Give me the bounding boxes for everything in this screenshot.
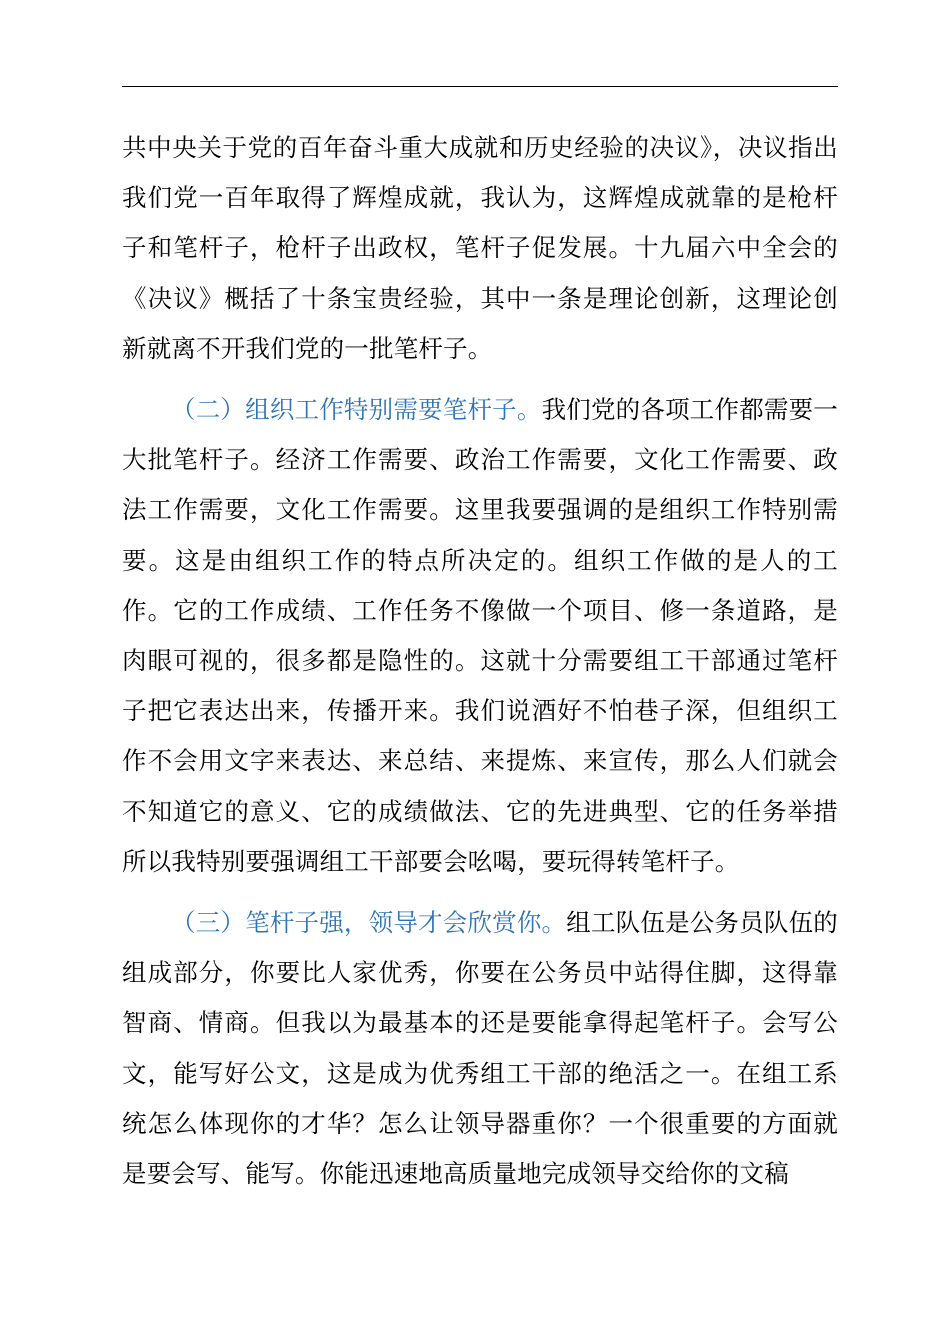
paragraph-1 xyxy=(122,123,838,374)
header-rule xyxy=(122,86,838,87)
document-body xyxy=(122,123,838,1199)
paragraph-2-text: 我们党的各项工作都需要一大批笔杆子。经济工作需要、政治工作需要，文化工作需要、政法工作需要，文化工作需要。这里我要强调的是组织工作特别需要。这是由组织工作的特点所决定的。组织工作做的是人的工作。它的工作成绩、工作任务不像做一个项目、修一条道路，是肉眼可视的，很多都是隐性的。这就十分需要组工干部通过笔杆子把它表达出来，传播开来。我们说酒好不怕巷子深，但组织工作不会用文字来表达、来总结、来提炼、来宣传，那么人们就会不知道它的意义、它的成绩做法、它的先进典型、它的任务举措所以我特别要强调组工干部要会吆喝，要玩得转笔杆子。 xyxy=(122,395,839,876)
paragraph-3-text: 组工队伍是公务员队伍的组成部分，你要比人家优秀，你要在公务员中站得住脚，这得靠智商、情商。但我以为最基本的还是要能拿得起笔杆子。会写公文，能写好公文，这是成为优秀组工干部的绝活之一。在组工系统怎么体现你的才华？怎么让领导器重你？一个很重要的方面就是要会写、能写。你能迅速地高质量地完成领导交给你的文稿 xyxy=(122,908,839,1189)
paragraph-3 xyxy=(122,898,838,1199)
paragraph-1-text: 共中央关于党的百年奋斗重大成就和历史经验的决议》，决议指出我们党一百年取得了辉煌成就，我认为，这辉煌成就靠的是枪杆子和笔杆子，枪杆子出政权，笔杆子促发展。十九届六中全会的《决议》概括了十条宝贵经验，其中一条是理论创新，这理论创新就离不开我们党的一批笔杆子。 xyxy=(122,133,838,363)
section-heading-2: （二）组织工作特别需要笔杆子。 xyxy=(171,395,542,425)
paragraph-2 xyxy=(122,385,838,887)
section-heading-3: （三）笔杆子强，领导才会欣赏你。 xyxy=(171,908,567,938)
